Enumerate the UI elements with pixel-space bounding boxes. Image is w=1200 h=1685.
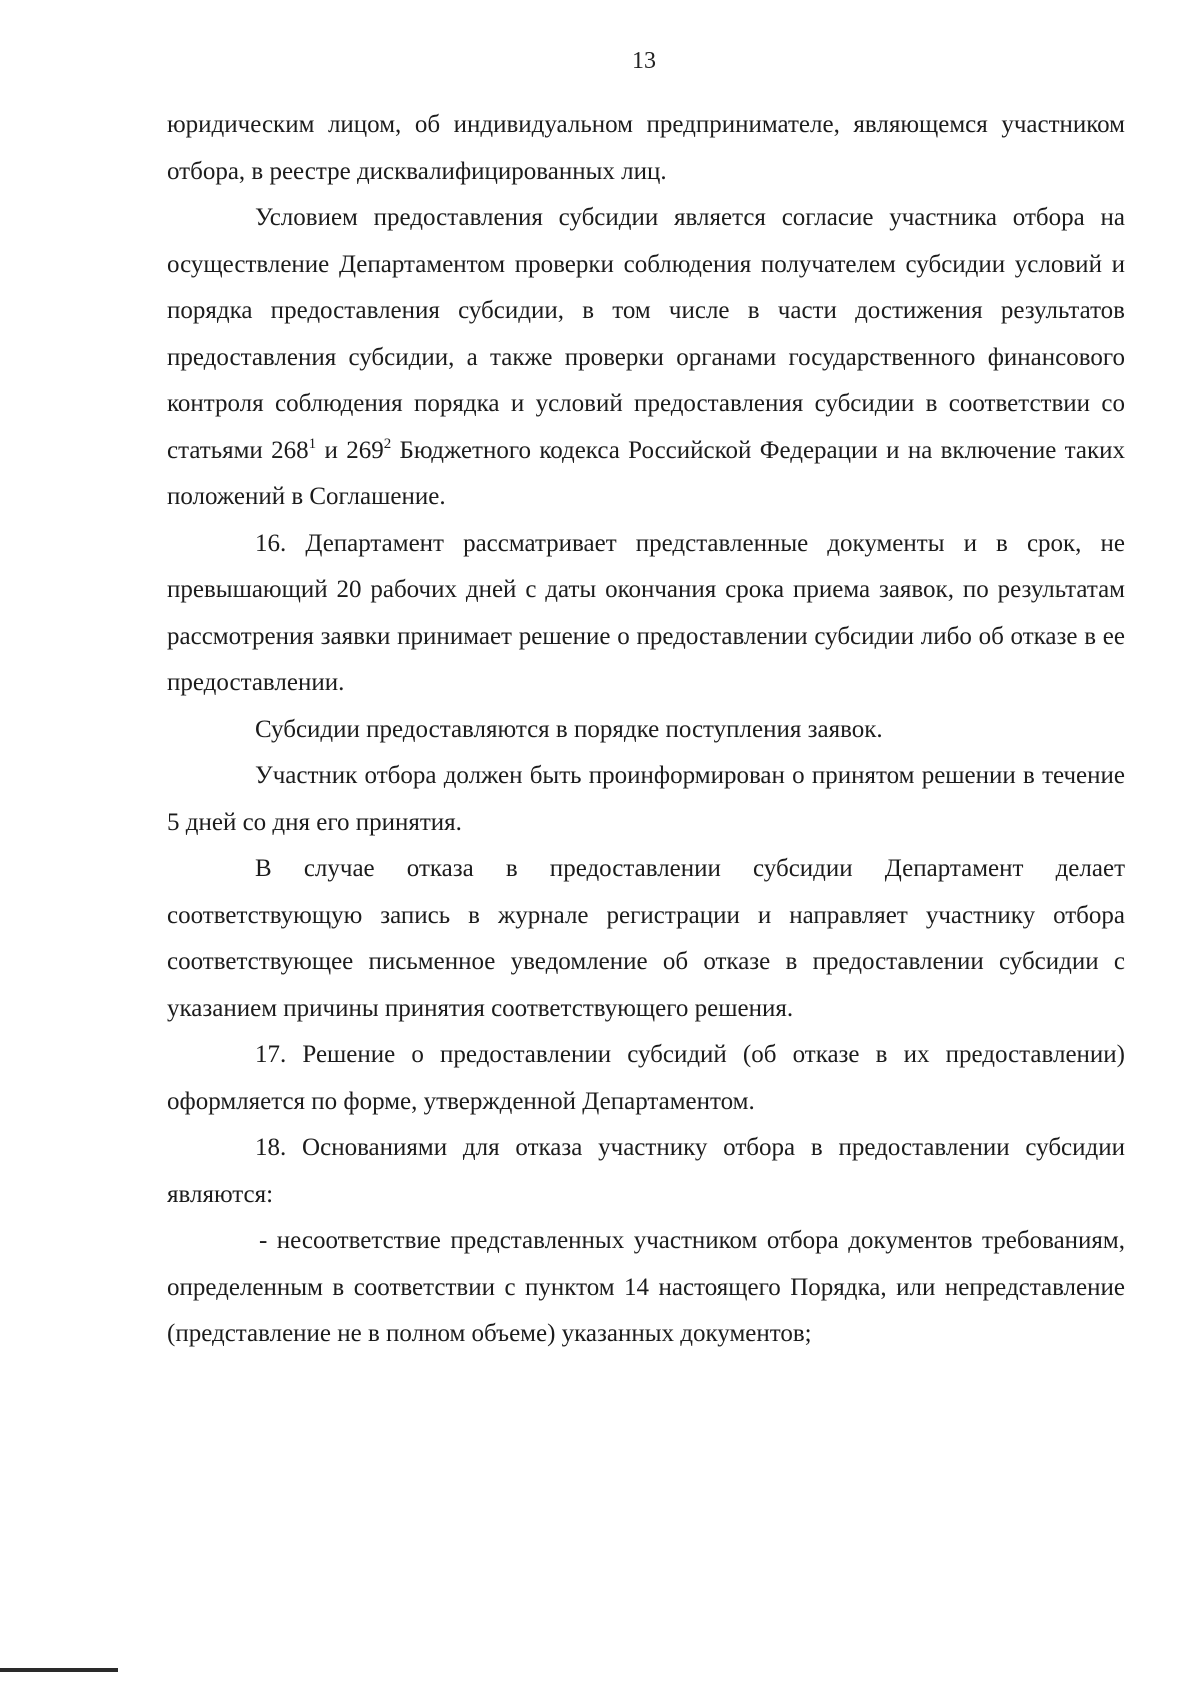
paragraph-item-17: 17. Решение о предоставлении субсидий (об отказе в их предоставлении) оформляется по форме, утвержденной Департаментом.: [167, 1041, 1125, 1115]
paragraph-text: Бюджетного кодекса Российской Федерации и на включение таких положений в Соглашение.: [167, 436, 1125, 510]
paragraph-item-18: 18. Основаниями для отказа участнику отбора в предоставлении субсидии являются:: [167, 1134, 1125, 1208]
paragraph-continuation: юридическим лицом, об индивидуальном предпринимателе, являющемся участником отбора, в реестре дисквалифицированных лиц.: [167, 111, 1125, 185]
paragraph-item-16: 16. Департамент рассматривает представленные документы и в срок, не превышающий 20 рабочих дней с даты окончания срока приема заявок, по результатам рассмотрения заявки принимает решение о предоставлении субсидии либо об отказе в ее предоставлении.: [167, 529, 1125, 696]
paragraph-refusal-case: В случае отказа в предоставлении субсидии Департамент делает соответствующую запись в журнале регистрации и направляет участнику отбора соответствующее письменное уведомление об отказе в предоставлении субсидии с указанием причины принятия соответствующего решения.: [167, 855, 1125, 1022]
paragraph-text: Условием предоставления субсидии является согласие участника отбора на осуществление Департаментом проверки соблюдения получателем субсидии условий и порядка предоставления субсидии, в том числе в части достижения результатов предоставления субсидии, а также проверки органами государственного финансового контроля соблюдения порядка и условий предоставления субсидии в соответствии со статьями 268: [167, 204, 1125, 464]
paragraph-consent-condition: [167, 195, 1125, 521]
superscript: 1: [308, 435, 317, 452]
paragraph-notification: Участник отбора должен быть проинформирован о принятом решении в течение 5 дней со дня его принятия.: [167, 762, 1125, 836]
paragraph-text: и 269: [316, 436, 384, 464]
paragraph-order: Субсидии предоставляются в порядке поступления заявок.: [255, 715, 883, 743]
list-item-refusal-ground: - несоответствие представленных участником отбора документов требованиям, определенным в соответствии с пунктом 14 настоящего Порядка, или непредставление (представление не в полном объеме) указанных документов;: [167, 1227, 1125, 1347]
page-number: 13: [632, 48, 656, 74]
footer-rule: [0, 1668, 118, 1672]
document-body: [167, 102, 1125, 1358]
superscript: 2: [383, 435, 392, 452]
